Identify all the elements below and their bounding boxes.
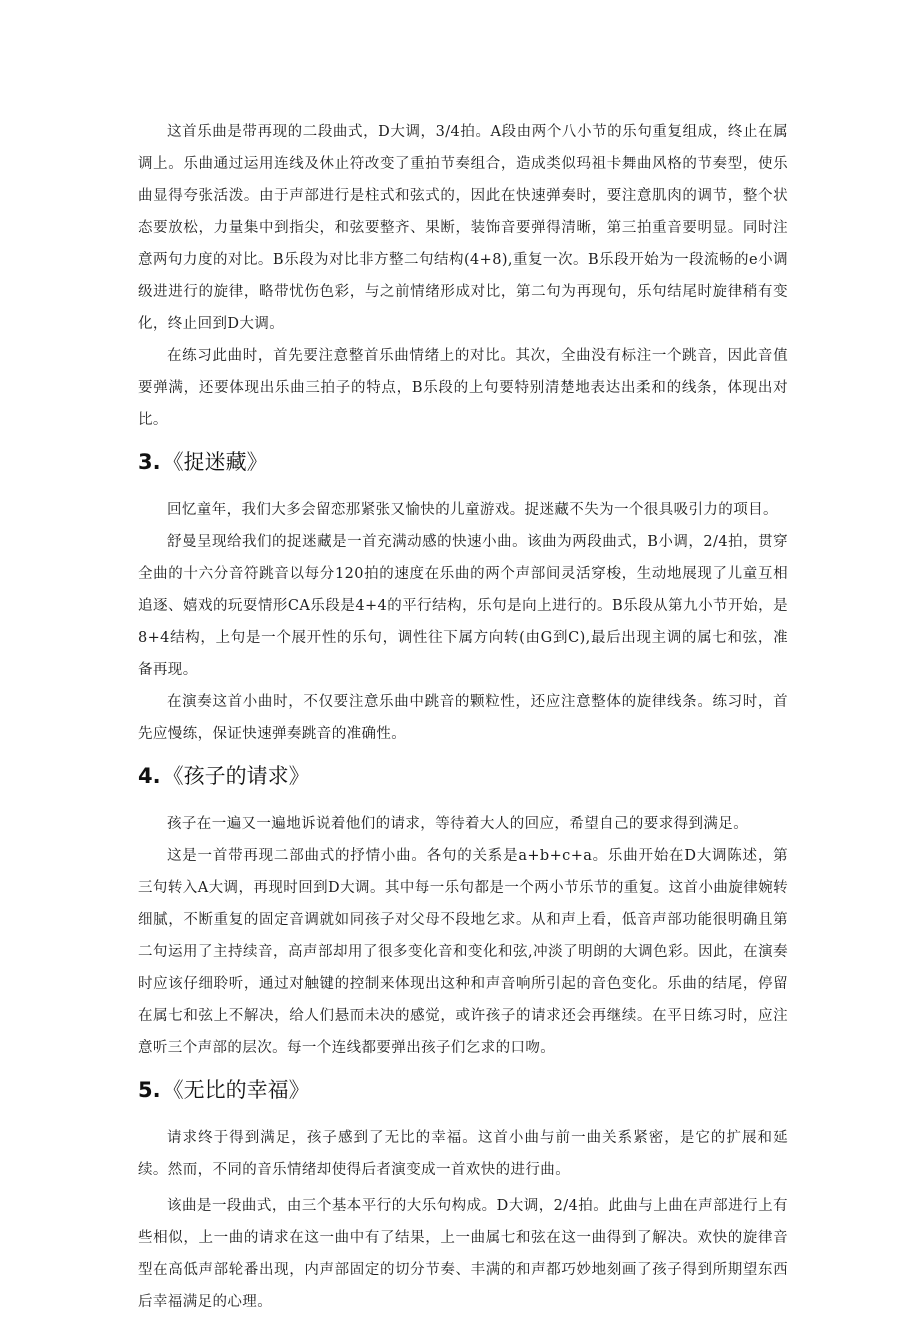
section-heading: [138, 756, 788, 796]
section-3: [138, 442, 788, 750]
paragraph: 请求终于得到满足，孩子感到了无比的幸福。这首小曲与前一曲关系紧密，是它的扩展和延续。然而，不同的音乐情绪却使得后者演变成一首欢快的进行曲。: [138, 1130, 788, 1178]
section-number: 5.: [138, 1078, 161, 1102]
paragraph: 孩子在一遍又一遍地诉说着他们的请求，等待着大人的回应，希望自己的要求得到满足。: [167, 816, 749, 832]
paragraph: 该曲是一段曲式，由三个基本平行的大乐句构成。D大调，2/4拍。此曲与上曲在声部进行上有些相似，上一曲的请求在这一曲中有了结果，上一曲属七和弦在这一曲得到了解决。欢快的旋律音型在高低声部轮番出现，内声部固定的切分节奏、丰满的和声都巧妙地刻画了孩子得到所期望东西后幸福满足的心理。: [138, 1198, 788, 1310]
section-title: 《无比的幸福》: [162, 1078, 310, 1102]
paragraph: 回忆童年，我们大多会留恋那紧张又愉快的儿童游戏。捉迷藏不失为一个很具吸引力的项目。: [167, 502, 778, 518]
section-number: 3.: [138, 450, 161, 474]
section-number: 4.: [138, 764, 161, 788]
paragraph: 在演奏这首小曲时，不仅要注意乐曲中跳音的颗粒性，还应注意整体的旋律线条。练习时，首先应慢练，保证快速弹奏跳音的准确性。: [138, 694, 788, 742]
section-5: [138, 1070, 788, 1318]
paragraph: 在练习此曲时，首先要注意整首乐曲情绪上的对比。其次，全曲没有标注一个跳音，因此音值要弹满，还要体现出乐曲三拍子的特点，B乐段的上句要特别清楚地表达出柔和的线条，体现出对比。: [138, 348, 788, 428]
section-heading: [138, 1070, 788, 1110]
intro-section: [138, 116, 788, 436]
paragraph: 舒曼呈现给我们的捉迷藏是一首充满动感的快速小曲。该曲为两段曲式，B小调，2/4拍，贯穿全曲的十六分音符跳音以每分120拍的速度在乐曲的两个声部间灵活穿梭，生动地展现了儿童互相追逐、嬉戏的玩耍情形CA乐段是4+4的平行结构，乐句是向上进行的。B乐段从第九小节开始，是8+4结构，上句是一个展开性的乐句，调性往下属方向转(由G到C),最后出现主调的属七和弦，准备再现。: [138, 534, 788, 678]
section-4: [138, 756, 788, 1064]
section-heading: [138, 442, 788, 482]
section-title: 《捉迷藏》: [162, 450, 268, 474]
section-title: 《孩子的请求》: [162, 764, 310, 788]
document-page: [138, 116, 788, 1318]
paragraph: 这首乐曲是带再现的二段曲式，D大调，3/4拍。A段由两个八小节的乐句重复组成，终止在属调上。乐曲通过运用连线及休止符改变了重拍节奏组合，造成类似玛祖卡舞曲风格的节奏型，使乐曲显得夸张活泼。由于声部进行是柱式和弦式的，因此在快速弹奏时，要注意肌肉的调节，整个状态要放松，力量集中到指尖，和弦要整齐、果断，装饰音要弹得清晰，第三拍重音要明显。同时注意两句力度的对比。B乐段为对比非方整二句结构(4+8),重复一次。B乐段开始为一段流畅的e小调级进进行的旋律，略带忧伤色彩，与之前情绪形成对比，第二句为再现句，乐句结尾时旋律稍有变化，终止回到D大调。: [138, 124, 788, 332]
paragraph: 这是一首带再现二部曲式的抒情小曲。各句的关系是a+b+c+a。乐曲开始在D大调陈述，第三句转入A大调，再现时回到D大调。其中每一乐句都是一个两小节乐节的重复。这首小曲旋律婉转细腻，不断重复的固定音调就如同孩子对父母不段地乞求。从和声上看，低音声部功能很明确且第二句运用了主持续音，高声部却用了很多变化音和变化和弦,冲淡了明朗的大调色彩。因此，在演奏时应该仔细聆听，通过对触键的控制来体现出这种和声音响所引起的音色变化。乐曲的结尾，停留在属七和弦上不解决，给人们悬而未决的感觉，或许孩子的请求还会再继续。在平日练习时，应注意听三个声部的层次。每一个连线都要弹出孩子们乞求的口吻。: [138, 848, 788, 1056]
